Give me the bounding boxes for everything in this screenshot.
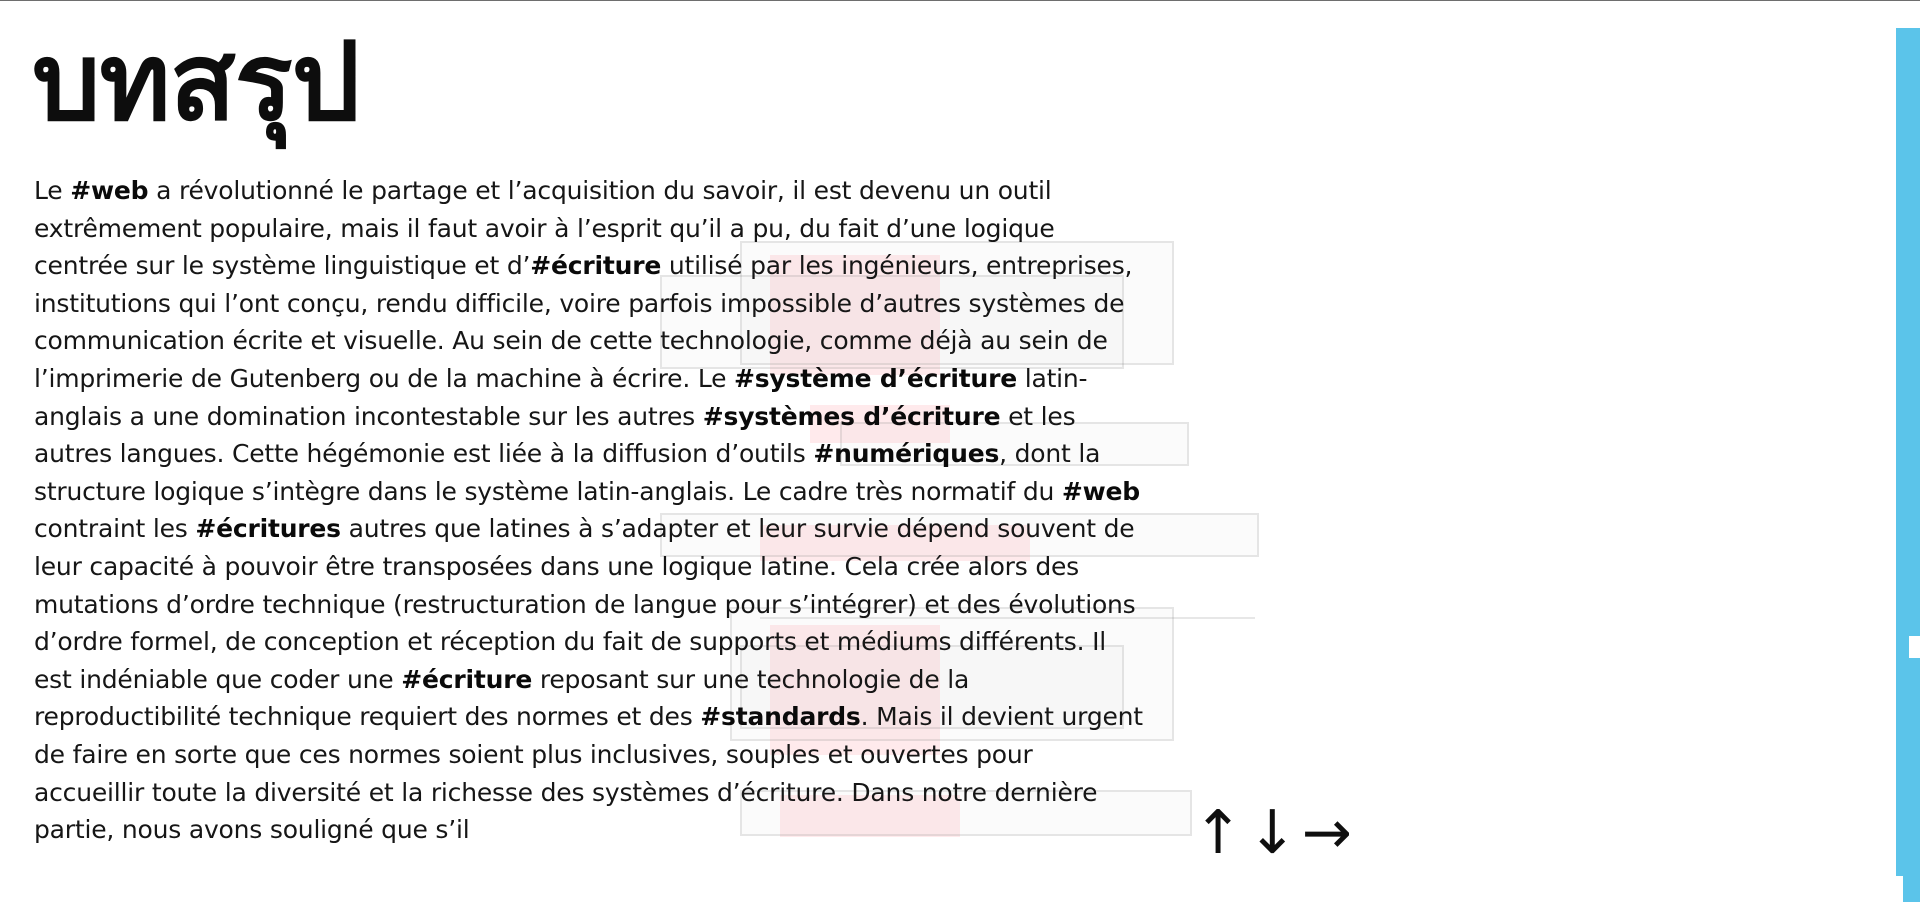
conclusion-paragraph (34, 172, 1144, 849)
paragraph-text: et les autres langues. Cette hégémonie est liée à la diffusion d’outils (34, 401, 1076, 469)
hashtag-link[interactable]: #web (70, 176, 149, 205)
side-panel-corner (1903, 876, 1920, 902)
arrow-right-icon[interactable]: → (1301, 798, 1352, 868)
hashtag-link[interactable]: #écriture (530, 251, 662, 281)
paragraph-text: autres que latines à s’adapter et leur survie dépend souvent de leur capacité à pouvoir être transposées dans une logique latine. Cela crée alors des mutations d’ordre technique (restructuration de langue pour s’intégrer) et des évolutions d’ordre formel, de conception et réception du fait de supports et médiums différents. Il est indéniable que coder une (34, 514, 1136, 694)
paragraph-text: contraint les (34, 514, 196, 544)
paragraph-text: , dont la structure logique s’intègre dans le système latin-anglais. Le cadre très normatif du (34, 439, 1101, 506)
hashtag-link[interactable]: #numériques (813, 439, 1000, 469)
hashtag-link[interactable]: #écriture (401, 664, 533, 694)
arrow-up-icon[interactable]: ↑ (1193, 798, 1244, 868)
hashtag-link[interactable]: #standards (700, 702, 861, 732)
side-panel-tab[interactable] (1896, 28, 1920, 876)
paragraph-text: a révolutionné le partage et l’acquisition du savoir, il est devenu un outil extrêmement populaire, mais il faut avoir à l’esprit qu’il a pu, du fait d’une logique centrée sur le système linguistique et d’ (34, 176, 1055, 281)
paragraph-text: . Mais il devient urgent de faire en sorte que ces normes soient plus inclusives, souples et ouvertes pour accueillir toute la diversité et la richesse des systèmes d’écriture. Dans notre dernière partie, nous avons souligné que s’il (34, 702, 1143, 845)
paragraph-text: reposant sur une technologie de la reproductibilité technique requiert des normes et des (34, 664, 970, 732)
paragraph-text: utilisé par les ingénieurs, entreprises, institutions qui l’ont conçu, rendu difficile, voire parfois impossible d’autres systèmes de communication écrite et visuelle. Au sein de cette technologie, comme déjà au sein de l’imprimerie de Gutenberg ou de la machine à écrire. Le (34, 251, 1133, 393)
paragraph-text: latin-anglais a une domination incontestable sur les autres (34, 363, 1088, 431)
navigation-arrows (1193, 798, 1352, 868)
paragraph-text: Le (34, 176, 71, 205)
side-panel-handle[interactable] (1909, 636, 1920, 658)
hashtag-link[interactable]: #écritures (195, 514, 341, 544)
page-title: บทสรุป (32, 20, 360, 145)
hashtag-link[interactable]: #web (1061, 476, 1141, 506)
hashtag-link[interactable]: #système d’écriture (734, 363, 1017, 393)
hashtag-link[interactable]: #systèmes d’écriture (702, 401, 1001, 431)
arrow-down-icon[interactable]: ↓ (1247, 798, 1298, 868)
top-border (0, 0, 1920, 1)
